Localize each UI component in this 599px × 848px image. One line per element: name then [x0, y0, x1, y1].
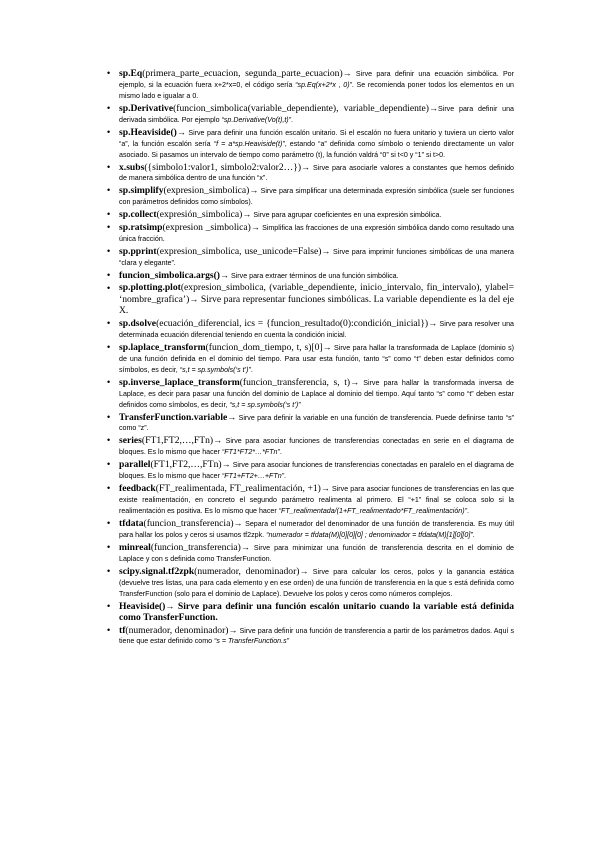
function-arguments: (funcion_simbolica(variable_dependiente), variable_dependiente) — [173, 102, 430, 114]
arrow-icon: → — [429, 102, 439, 113]
function-name: scipy.signal.tf2zpk — [119, 565, 195, 577]
arrow-icon: → — [342, 68, 352, 78]
description-text: Sirve para asociar funciones de transferencias conectadas en serie en el diagrama de bloques. Es lo mismo que hacer — [119, 437, 514, 457]
function-name: sp.dsolve — [119, 317, 157, 329]
arrow-icon: → — [428, 317, 438, 328]
list-item-series — [119, 435, 514, 458]
list-item-sp-inverse-laplace-transform — [119, 377, 514, 411]
function-arguments: (FT1,FT2,…,FTn) — [141, 435, 214, 447]
list-item-funcion-simbolica-args — [119, 270, 514, 282]
list-item-minreal — [119, 542, 514, 565]
description-text: Sirve para definir una función de transferencia a partir de los parámetros dados. Aquí s tiene que estar definido como — [119, 626, 514, 646]
description-tail: . — [472, 530, 475, 539]
description-text: Sirve para definir una función escalón unitario cuando la variable está definida como TransferFunction. — [119, 600, 514, 623]
description-text: Sirve para definir la variable en una función de transferencia. Puede definirse tanto “s” como “z”. — [119, 413, 514, 433]
function-arguments: (expresión_simbolica) — [156, 209, 243, 221]
list-item-sp-dsolve — [119, 318, 514, 341]
description-tail: . — [284, 472, 286, 481]
function-name: parallel — [119, 459, 151, 471]
list-item-transferfunction-variable — [119, 412, 514, 435]
function-arguments: (expresion_simbolica, (variable_dependiente, inicio_intervalo, fin_intervalo), ylabel= ‘nombre_grafica’) — [119, 282, 514, 306]
arrow-icon: → — [250, 222, 260, 233]
code-example: “FT1+FT2+…+FTn” — [221, 472, 285, 481]
list-item-sp-plotting-plot — [119, 283, 514, 317]
arrow-icon: → — [242, 209, 252, 220]
code-example: “sp.Derivative(Vo(t),t)” — [221, 115, 292, 124]
function-name: TransferFunction.variable — [119, 411, 228, 423]
arrow-icon: → — [301, 161, 311, 172]
code-example: “s,t = sp.symbols(‘s t’)” — [179, 365, 251, 374]
function-name: sp.laplace_transform — [119, 341, 206, 353]
description-text: Sirve para definir una función escalón unitario. Si el escalón no fuera unitario y tuviera un cierto valor “a”, la función escalón sería — [119, 128, 514, 148]
arrow-icon: → — [176, 126, 186, 137]
function-name: sp.Heaviside() — [119, 126, 177, 138]
function-arguments: (expresion_simbolica) — [163, 185, 250, 197]
description-text: Sirve para asociar funciones de transferencias conectadas en paralelo en el diagrama de bloques. Es lo mismo que hacer — [119, 461, 514, 481]
function-name: x.subs — [119, 161, 145, 173]
arrow-icon: → — [320, 483, 330, 494]
code-example: “s,t = sp.symbols(‘s t’)” — [229, 400, 301, 409]
function-name: Heaviside() — [119, 600, 166, 612]
function-arguments: (funcion_dom_tiempo, t, s)[0] — [205, 341, 323, 353]
description-text: Sirve para extraer términos de una función simbólica. — [229, 272, 399, 281]
function-arguments: (expresion _simbolica) — [162, 222, 251, 234]
description-text: Sirve para agrupar coeficientes en una expresión simbólica. — [251, 211, 442, 220]
list-item-tf — [119, 625, 514, 648]
description-text: Sirve para asociar funciones de transferencias en las que existe realimentación, en concreto el segundo parámetro realimenta al primero. El “+1” final se coloca solo si la realimentación es positiva. Es lo mismo que hacer — [119, 485, 515, 516]
list-item-sp-derivative — [119, 103, 514, 126]
description-tail: . — [279, 448, 282, 457]
arrow-icon: → — [213, 435, 223, 446]
function-arguments: (expresion_simbolica, use_unicode=False) — [156, 246, 322, 258]
code-example: “FT1*FT2*…*FTn” — [221, 448, 280, 457]
description-text: Sirve para definir una ecuación simbólica. Por ejemplo, si la ecuación fuera x+2*x=0, el código sería — [119, 70, 514, 89]
function-name: funcion_simbolica.args() — [119, 270, 221, 282]
list-item-scipy-signal-tf2zpk — [119, 566, 514, 600]
list-item-sp-simplify — [119, 185, 514, 208]
list-item-tfdata — [119, 518, 514, 541]
code-example: “FT_realimentada/(1+FT_realimentado*FT_realimentación)” — [278, 507, 467, 516]
description-text: Sirve para resolver una determinada ecuación diferencial teniendo en cuenta la condición inicial. — [119, 319, 514, 339]
function-name: minreal — [119, 541, 151, 553]
function-name: feedback — [119, 483, 156, 495]
function-name: series — [119, 435, 142, 447]
description-text: Simplifica las fracciones de una expresión simbólica dando como resultado una única fracción. — [119, 224, 514, 244]
arrow-icon: → — [350, 376, 360, 387]
list-item-sp-collect — [119, 209, 514, 221]
description-text: Sirve para imprimir funciones simbólicas de una manera “clara y elegante”. — [119, 248, 514, 268]
list-item-sp-ratsimp — [119, 222, 514, 245]
arrow-icon: → — [189, 294, 199, 305]
function-name: sp.inverse_laplace_transform — [119, 376, 240, 388]
function-arguments: (FT1,FT2,…,FTn) — [150, 459, 222, 471]
description-text: Sirve para representar funciones simbólicas. La variable dependiente es la del eje X. — [119, 294, 514, 316]
function-arguments: (FT_realimentada, FT_realimentación, +1) — [155, 483, 321, 495]
arrow-icon: → — [233, 518, 243, 529]
description-tail: . Se recomienda poner todos los elementos en un mismo lado e igualar a 0. — [119, 80, 514, 100]
function-name: tf — [119, 624, 126, 636]
function-arguments: ({simbolo1:valor1, simbolo2:valor2…}) — [144, 161, 302, 173]
arrow-icon: → — [299, 565, 309, 576]
list-item-x-subs — [119, 162, 514, 185]
arrow-icon: → — [228, 624, 238, 635]
list-item-sp-heaviside — [119, 127, 514, 161]
arrow-icon: → — [220, 270, 230, 281]
function-name: sp.simplify — [119, 185, 164, 197]
description-text: Sirve para simplificar una determinada expresión simbólica (suele ser funciones con parámetros definidos como símbolos). — [119, 187, 514, 207]
function-arguments: (funcion_transferencia, s, t) — [239, 376, 351, 388]
function-name: sp.plotting.plot — [119, 282, 181, 294]
description-text: Sirve para minimizar una función de transferencia descrita en el dominio de Laplace y con s definida como TransferFunction. — [119, 543, 514, 563]
description-text: Sirve para definir una derivada simbólica. Por ejemplo — [119, 104, 514, 124]
description-tail: . — [291, 115, 293, 124]
list-item-feedback — [119, 483, 514, 517]
list-item-sp-eq — [119, 68, 514, 102]
arrow-icon: → — [240, 541, 250, 552]
function-arguments: (funcion_transferencia) — [143, 518, 234, 530]
function-arguments: (primera_parte_ecuacion, segunda_parte_ecuacion) — [142, 68, 343, 79]
function-arguments: (numerador, denominador) — [125, 624, 229, 636]
function-arguments: (ecuación_diferencial, ics = {funcion_resultado(0):condición_inicial}) — [156, 317, 429, 329]
function-arguments: (numerador, denominador) — [194, 565, 300, 577]
description-tail: , estando “a” definida como símbolo o teniendo directamente un valor asociado. Si pasamos un intervalo de tiempo como parámetro (t), la función valdrá “0” si t<0 y “1” si t>0. — [119, 139, 514, 159]
arrow-icon: → — [227, 411, 237, 422]
arrow-icon: → — [165, 600, 175, 611]
function-arguments: (funcion_transferencia) — [150, 541, 241, 553]
description-text: Sirve para hallar la transformada de Laplace (dominio s) de una función definida en el dominio del tiempo. Para usar esta función, tanto “s” como “t” deben estar definidos como símbolos, es decir, — [119, 343, 514, 374]
function-name: sp.collect — [119, 209, 157, 221]
list-item-heaviside — [119, 601, 514, 624]
description-text: Sirve para asociarle valores a constantes que hemos definido de manera simbólica dentro de una función “x”. — [119, 163, 514, 183]
arrow-icon: → — [249, 185, 259, 196]
description-tail: . — [466, 507, 469, 516]
function-name: sp.pprint — [119, 246, 157, 258]
arrow-icon: → — [221, 459, 231, 470]
function-name: sp.Eq — [119, 68, 143, 79]
list-item-sp-pprint — [119, 246, 514, 269]
description-tail: . — [250, 365, 253, 374]
function-name: sp.ratsimp — [119, 222, 163, 234]
arrow-icon: → — [322, 341, 332, 352]
code-example: “f = a*sp.Heaviside(t)” — [213, 139, 285, 148]
description-text: Sirve para calcular los ceros, polos y la ganancia estática (devuelve tres listas, una para cada elemento y en ese orden) de una función de transferencia en la que s está definida como TransferFunction (solo para el dominio de Laplace). Devuelve los polos y ceros como números complejos. — [119, 567, 514, 598]
function-name: tfdata — [119, 518, 144, 530]
list-item-parallel — [119, 459, 514, 482]
function-name: sp.Derivative — [119, 102, 174, 114]
description-text: Sirve para hallar la transformada inversa de Laplace, es decir para pasar una función del dominio de Laplace al dominio del tiempo. Aquí tanto “s” como “t” deben estar definidos como símbolos, es decir, — [119, 378, 514, 409]
code-example: “sp.Eq(x+2*x , 0)” — [295, 80, 352, 89]
code-example: “s = TransferFunction.s” — [214, 637, 290, 646]
list-item-sp-laplace-transform — [119, 342, 514, 376]
function-list — [119, 68, 514, 648]
code-example: “numerador = tfdata(M)[0][0][0] ; denominador = tfdata(M)[1][0][0]” — [266, 530, 473, 539]
description-text: Separa el numerador del denominador de una función de transferencia. Es muy útil para hallar los polos y ceros si usamos tf2zpk. — [119, 520, 514, 539]
arrow-icon: → — [321, 246, 331, 257]
